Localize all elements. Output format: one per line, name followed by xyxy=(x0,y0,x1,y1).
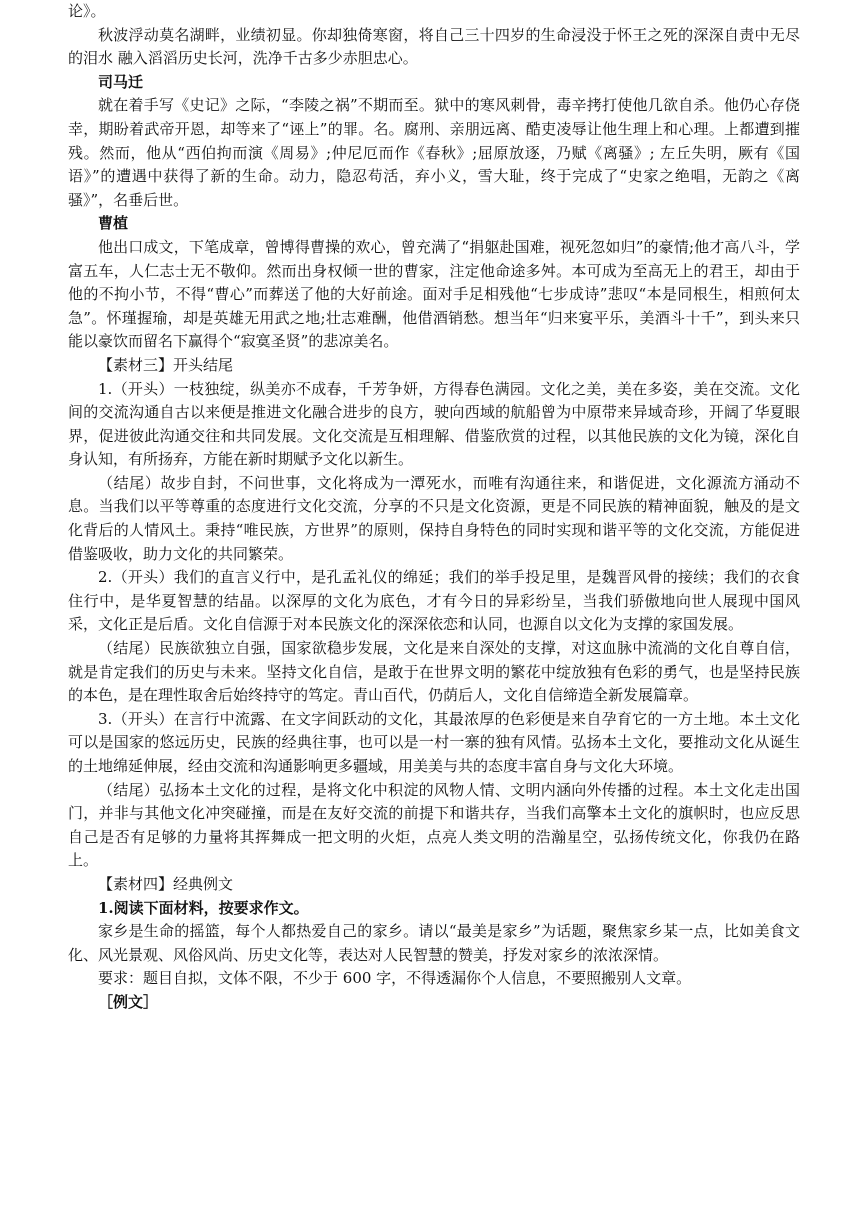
paragraph-closing-1: （结尾）故步自封，不问世事，文化将成为一潭死水，而唯有沟通往来，和谐促进，文化源流方涌动不息。当我们以平等尊重的态度进行文化交流，分享的不只是文化资源，更是不同民族的精神面貌，触及的是文化背后的人情风土。秉持“唯民族，方世界”的原则，保持自身特色的同时实现和谐平等的文化交流，方能促进借鉴吸收，助力文化的共同繁荣。 xyxy=(68,473,800,563)
paragraph-opening-2: 2.（开头）我们的直言义行中，是孔孟礼仪的绵延；我们的举手投足里，是魏晋风骨的接续；我们的衣食住行中，是华夏智慧的结晶。以深厚的文化为底色，才有今日的异彩纷呈，当我们骄傲地向世人展现中国风采，文化正是后盾。文化自信源于对本民族文化的深深依恋和认同，也源自以文化为支撑的家国发展。 xyxy=(68,568,800,634)
paragraph-continued: 论》。 xyxy=(68,2,106,20)
task-requirements: 要求：题目自拟，文体不限，不少于 600 字，不得透漏你个人信息，不要照搬别人文章。 xyxy=(98,969,692,988)
task-prompt: 家乡是生命的摇篮，每个人都热爱自己的家乡。请以“最美是家乡”为话题，聚焦家乡某一点，比如美食文化、风光景观、风俗风尚、历史文化等，表达对人民智慧的赞美，抒发对家乡的浓浓深情。 xyxy=(68,922,800,964)
heading-sima-qian: 司马迁 xyxy=(98,72,144,91)
example-heading: ［例文］ xyxy=(98,992,159,1011)
task-heading: 1.阅读下面材料，按要求作文。 xyxy=(98,898,309,917)
section-heading-material-4: 【素材四】经典例文 xyxy=(98,874,234,893)
paragraph-opening-3: 3.（开头）在言行中流露、在文字间跃动的文化，其最浓厚的色彩便是来自孕育它的一方土地。本土文化可以是国家的悠远历史，民族的经典往事，也可以是一村一寨的独有风情。弘扬本土文化，要推动文化从诞生的土地绵延伸展，经由交流和沟通影响更多疆域，用美美与共的态度丰富自身与文化大环境。 xyxy=(68,709,800,775)
paragraph-cao-zhi: 他出口成文，下笔成章，曾博得曹操的欢心，曾充满了“捐躯赴国难，视死忽如归”的豪情;他才高八斗，学富五车，人仁志士无不敬仰。然而出身权倾一世的曹家，注定他命途多舛。本可成为至高无上的君王，却由于他的不拘小节，不得“曹心”而葬送了他的大好前途。面对手足相残他“七步成诗”悲叹“本是同根生，相煎何太急”。怀瑾握瑜，却是英雄无用武之地;壮志难酬，他借酒销愁。想当年“归来宴平乐，美酒斗十千”，到头来只能以豪饮而留名下赢得个“寂寞圣贤”的悲凉美名。 xyxy=(68,237,800,351)
paragraph-sima-qian: 就在着手写《史记》之际，“李陵之祸”不期而至。狱中的寒风刺骨，毒辛拷打使他几欲自杀。他仍心存侥幸，期盼着武帝开恩，却等来了“诬上”的罪。名。腐刑、亲朋远离、酷吏凌辱让他生理上和心理。上都遭到摧残。然而，他从“西伯拘而演《周易》;仲尼厄而作《春秋》;屈原放逐，乃赋《离骚》; 左丘失明，厥有《国语》”的遭遇中获得了新的生命。动力，隐忍苟活，弃小义，雪大耻，终于完成了“史家之绝唱，无韵之《离骚》”，名垂后世。 xyxy=(68,96,800,209)
section-heading-material-3: 【素材三】开头结尾 xyxy=(98,355,234,374)
heading-cao-zhi: 曹植 xyxy=(98,214,129,233)
document-page xyxy=(68,0,800,1015)
paragraph-closing-3: （结尾）弘扬本土文化的过程，是将文化中积淀的风物人情、文明内涵向外传播的过程。本土文化走出国门，并非与其他文化冲突碰撞，而是在友好交流的前提下和谐共存，当我们高擎本土文化的旗帜时，也应反思自己是否有足够的力量将其挥舞成一把文明的火炬，点亮人类文明的浩瀚星空，弘扬传统文化，你我仍在路上。 xyxy=(68,780,800,870)
paragraph-closing-2: （结尾）民族欲独立自强，国家欲稳步发展，文化是来自深处的支撑，对这血脉中流淌的文化自尊自信，就是肯定我们的历史与未来。坚持文化自信，是敢于在世界文明的繁花中绽放独有色彩的勇气，也是坚持民族的本色，是在理性取舍后始终持守的笃定。青山百代，仍荫后人，文化自信缔造全新发展篇章。 xyxy=(68,639,800,705)
paragraph-qu-yuan: 秋波浮动莫名湖畔，业绩初显。你却独倚寒窗，将自己三十四岁的生命浸没于怀王之死的深深自责中无尽的泪水 融入滔滔历史长河，洗净千古多少赤胆忠心。 xyxy=(68,25,800,68)
paragraph-opening-1: 1.（开头）一枝独绽，纵美亦不成春，千芳争妍，方得春色满园。文化之美，美在多姿，美在交流。文化间的交流沟通自古以来便是推进文化融合进步的良方，驶向西域的航船曾为中原带来异域奇珍，开阔了华夏眼界，促进彼此沟通交往和共同发展。文化交流是互相理解、借鉴欣赏的过程，以其他民族的文化为镜，深化自身认知，有所扬弃，方能在新时期赋予文化以新生。 xyxy=(68,379,800,469)
